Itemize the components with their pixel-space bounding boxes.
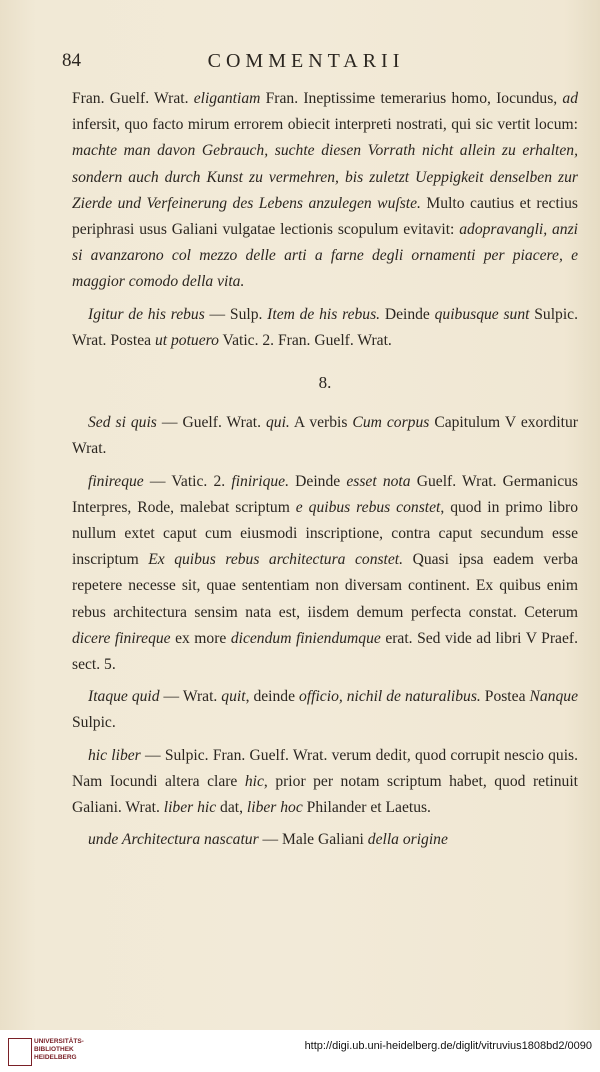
text-run: Fran. Ineptissime temerarius homo, Iocundus,	[260, 90, 563, 107]
text-run: machte man davon Gebrauch, suchte diesen Vorrath nicht allein zu erhalten, sondern auch durch Kunst zu vermehren, bis zuletzt Ueppigkeit denselben zur Zierde und Verfeinerung des Lebens anzulegen wuſste.	[72, 142, 578, 212]
text-run: — Sulpic. Fran. Guelf. Wrat. verum dedit, quod corrupit nescio quis. Nam Iocundi altera clare	[72, 746, 578, 790]
text-run: dat,	[216, 799, 247, 817]
text-run: Sulpic. Wrat. Postea	[72, 305, 578, 349]
text-run: Deinde	[288, 472, 347, 490]
running-title: COMMENTARII	[207, 50, 405, 72]
text-run: A verbis	[289, 414, 353, 432]
text-run: liber hic	[163, 799, 217, 817]
text-run: — Sulp.	[204, 305, 268, 323]
text-run: , deinde	[245, 688, 300, 706]
library-seal-icon	[8, 1038, 32, 1066]
text-run: Fran. Guelf. Wrat.	[72, 90, 194, 107]
text-run: Vatic. 2. Fran. Guelf. Wrat.	[218, 331, 392, 349]
text-run: — Wrat.	[159, 688, 222, 706]
text-run: ut potuero	[154, 331, 219, 349]
text-run: Nanque	[529, 688, 578, 706]
text-run: Deinde	[380, 305, 435, 323]
text-run: Igitur de his rebus	[88, 305, 205, 323]
text-run: qui.	[265, 414, 290, 432]
page-header	[52, 50, 560, 74]
paragraph-3	[72, 410, 578, 462]
library-logo-text: UNIVERSITÄTS-BIBLIOTHEK HEIDELBERG	[34, 1038, 84, 1061]
source-url[interactable]: http://digi.ub.uni-heidelberg.de/diglit/vitruvius1808bd2/0090	[304, 1040, 592, 1052]
text-run: esset nota	[346, 472, 411, 490]
text-run: , prior per notam scriptum habet, quod retinuit Galiani. Wrat.	[72, 772, 578, 817]
text-run: finirique.	[231, 472, 289, 490]
paragraph-2	[72, 302, 578, 354]
text-run: Item de his rebus.	[267, 305, 381, 323]
paragraph-1	[72, 86, 578, 296]
text-run: — Guelf. Wrat.	[156, 414, 266, 432]
text-run: — Male Galiani	[258, 831, 368, 849]
text-run: — Vatic. 2.	[143, 472, 232, 490]
text-run: ex more	[170, 629, 231, 647]
body-text	[72, 86, 578, 853]
text-run: Quasi ipsa eadem verba repetere necesse sit, quae sententiam non diversam continent. Ex quibus enim rebus architectura sensim nata est, iisdem demum perfecta constat. Ceterum	[72, 551, 578, 621]
text-run: dicere finireque	[72, 629, 171, 647]
text-run: Ex quibus rebus architectura constet.	[148, 551, 404, 569]
text-run: Philander et Laetus.	[302, 799, 431, 817]
text-run: adopravangli, anzi si avanzarono col mezzo delle arti a farne degli ornamenti per piacere, e maggior comodo della vita.	[72, 221, 578, 291]
section-number: 8.	[318, 373, 332, 393]
text-run: Itaque quid	[88, 688, 160, 706]
text-run: della origine	[367, 831, 448, 849]
text-run: quit	[221, 688, 246, 706]
text-run: officio, nichil de naturalibus.	[299, 688, 481, 706]
text-run: dicendum finiendumque	[230, 629, 381, 647]
text-run: hic	[244, 772, 264, 790]
text-run: hic liber	[88, 746, 141, 764]
text-run: finireque	[88, 472, 144, 490]
paragraph-4	[72, 469, 578, 679]
text-run: Cum corpus	[352, 414, 430, 432]
text-run: e quibus rebus constet	[295, 498, 441, 516]
text-run: Postea	[480, 688, 530, 706]
library-logo	[8, 1036, 98, 1068]
text-run: Sed si quis	[88, 414, 157, 432]
text-run: Guelf. Wrat. Germanicus Interpres, Rode, malebat scriptum	[72, 472, 578, 516]
text-run: Multo cautius et rectius periphrasi usus Galiani vulgatae lectionis scopulum evitavit:	[72, 194, 578, 239]
viewer-footer	[0, 1030, 600, 1072]
text-run: eligantiam	[193, 90, 261, 107]
paragraph-5	[72, 684, 578, 736]
page-number: 84	[62, 50, 81, 71]
paragraph-6	[72, 743, 578, 822]
text-run: Sulpic.	[72, 714, 116, 732]
paragraph-7	[72, 827, 578, 853]
text-run: unde Architectura nascatur	[88, 831, 259, 849]
text-run: infersit, quo facto mirum errorem obiecit interpreti nostrati, qui sic vertit locum:	[72, 116, 578, 134]
text-run: ad	[562, 90, 578, 107]
text-run: erat. Sed vide ad libri V Praef. sect. 5.	[72, 629, 578, 674]
text-run: quibusque sunt	[434, 305, 530, 323]
text-run: Capitulum V exorditur Wrat.	[72, 414, 578, 458]
text-run: , quod in primo libro nullum extet caput cum eiusmodi inscriptione, contra caput secundum esse inscriptum	[72, 498, 579, 569]
text-run: liber hoc	[246, 799, 303, 817]
